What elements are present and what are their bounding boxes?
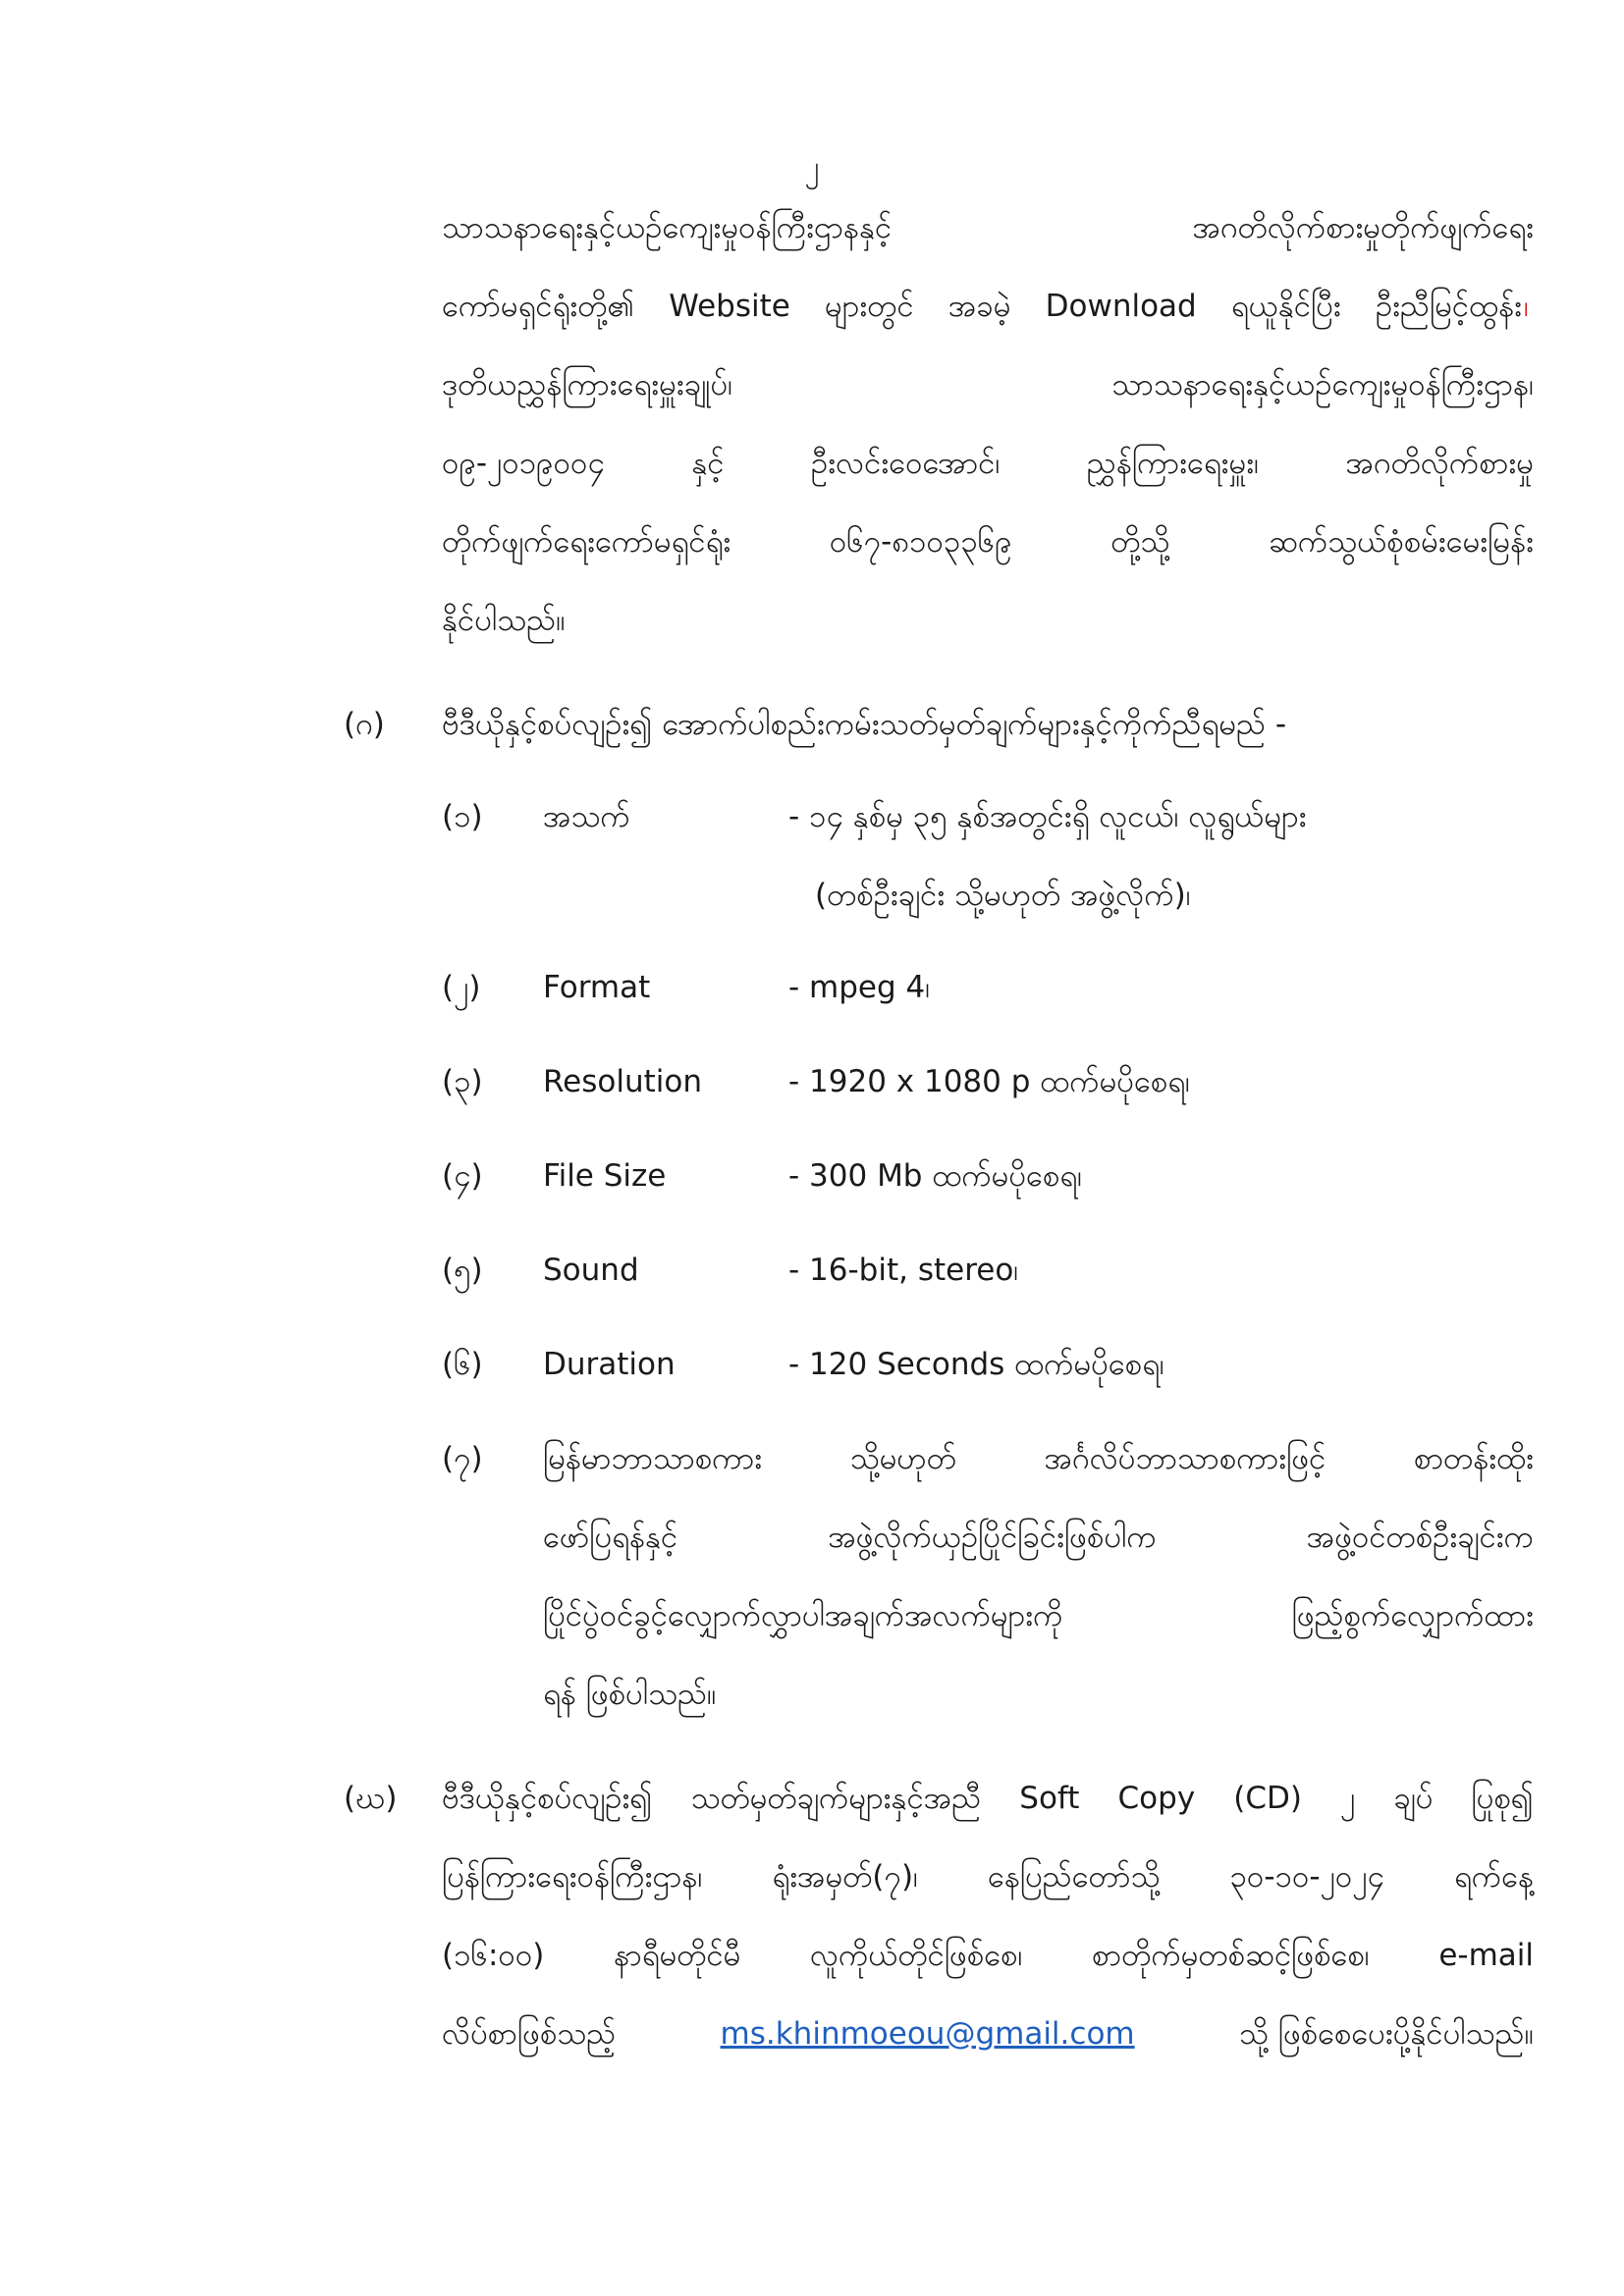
intro-line: သာသနာရေးနှင့်ယဉ်ကျေးမှုဝန်ကြီးဌာနနှင့် အဂတိလိုက်စားမှုတိုက်ဖျက်ရေး bbox=[442, 210, 1534, 245]
intro-line: ဒုတိယညွှန်ကြားရေးမှူးချုပ်၊ သာသနာရေးနှင့်ယဉ်ကျေးမှုဝန်ကြီးဌာန၊ bbox=[442, 367, 1534, 402]
item-text-line: ရန် ဖြစ်ပါသည်။ bbox=[543, 1677, 717, 1712]
email-link[interactable]: ms.khinmoeou@gmail.com bbox=[720, 2016, 1135, 2052]
item-label: Sound bbox=[543, 1253, 639, 1288]
section-marker: (ဂ) bbox=[344, 707, 385, 742]
item-label: အသက် bbox=[543, 799, 630, 834]
item-value: - mpeg 4၊ bbox=[788, 970, 931, 1005]
item-value: - 1920 x 1080 p ထက်မပိုစေရ၊ bbox=[788, 1064, 1190, 1099]
item-number: (၃) bbox=[442, 1064, 483, 1099]
item-value: - 120 Seconds ထက်မပိုစေရ၊ bbox=[788, 1347, 1164, 1382]
item-value: - ၁၄ နှစ်မှ ၃၅ နှစ်အတွင်းရှိ လူငယ်၊ လူရွယ်များ bbox=[788, 799, 1307, 834]
section-last-line bbox=[442, 2014, 1534, 2054]
item-label: File Size bbox=[543, 1158, 667, 1194]
intro-line: ကော်မရှင်ရုံးတို့၏ Website များတွင် အခမဲ့ Download ရယူနိုင်ပြီး ဦးညီမြင့်ထွန်း bbox=[442, 289, 1522, 324]
item-number: (၂) bbox=[442, 970, 481, 1005]
intro-line: တိုက်ဖျက်ရေးကော်မရှင်ရုံး ၀၆၇-၈၁၀၃၃၆၉ တို့သို့ ဆက်သွယ်စုံစမ်းမေးမြန်း bbox=[442, 524, 1534, 560]
section-heading: ဗီဒီယိုနှင့်စပ်လျဉ်း၍ အောက်ပါစည်းကမ်းသတ်မှတ်ချက်များနှင့်ကိုက်ညီရမည် - bbox=[442, 707, 1287, 742]
last-line-prefix: လိပ်စာဖြစ်သည့် bbox=[442, 2016, 617, 2052]
item-label: Resolution bbox=[543, 1064, 702, 1099]
section-text-line: ဗီဒီယိုနှင့်စပ်လျဉ်း၍ သတ်မှတ်ချက်များနှင့်အညီ Soft Copy (CD) ၂ ချပ် ပြုစု၍ bbox=[442, 1781, 1534, 1816]
item-value: - 16-bit, stereo၊ bbox=[788, 1253, 1019, 1288]
item-number: (၆) bbox=[442, 1347, 483, 1382]
item-text-line: မြန်မာဘာသာစကား သို့မဟုတ် အင်္ဂလိပ်ဘာသာစကားဖြင့် စာတန်းထိုး bbox=[543, 1441, 1534, 1476]
intro-line: ၀၉-၂၀၁၉၀၀၄ နှင့် ဦးလင်းဝေအောင်၊ ညွှန်ကြားရေးမှူး၊ အဂတိလိုက်စားမှု bbox=[442, 446, 1534, 481]
item-text-line: ဖော်ပြရန်နှင့် အဖွဲ့လိုက်ယှဉ်ပြိုင်ခြင်းဖြစ်ပါက အဖွဲ့ဝင်တစ်ဦးချင်းက bbox=[543, 1520, 1534, 1555]
item-text-line: ပြိုင်ပွဲဝင်ခွင့်လျှောက်လွှာပါအချက်အလက်များကို ဖြည့်စွက်လျှောက်ထား bbox=[543, 1598, 1534, 1633]
red-punctuation-mark: ၊ bbox=[1524, 289, 1529, 324]
item-number: (၇) bbox=[442, 1441, 483, 1476]
item-number: (၅) bbox=[442, 1253, 483, 1288]
item-value-continued: (တစ်ဦးချင်း သို့မဟုတ် အဖွဲ့လိုက်)၊ bbox=[815, 878, 1191, 913]
intro-line: နိုင်ပါသည်။ bbox=[442, 603, 566, 638]
item-number: (၄) bbox=[442, 1158, 483, 1194]
last-line-suffix: သို့ ဖြစ်စေပေးပို့နိုင်ပါသည်။ bbox=[1238, 2016, 1534, 2052]
section-text-line: ပြန်ကြားရေးဝန်ကြီးဌာန၊ ရုံးအမှတ်(၇)၊ နေပြည်တော်သို့ ၃၀-၁၀-၂၀၂၄ ရက်နေ့ bbox=[442, 1859, 1534, 1895]
item-label: Format bbox=[543, 970, 651, 1005]
section-text-line: (၁၆:၀၀) နာရီမတိုင်မီ လူကိုယ်တိုင်ဖြစ်စေ၊ စာတိုက်မှတစ်ဆင့်ဖြစ်စေ၊ e-mail bbox=[442, 1938, 1534, 1973]
item-value: - 300 Mb ထက်မပိုစေရ၊ bbox=[788, 1158, 1083, 1194]
item-number: (၁) bbox=[442, 799, 483, 834]
item-label: Duration bbox=[543, 1347, 676, 1382]
page-number: ၂ bbox=[804, 150, 820, 185]
section-marker: (ဃ) bbox=[344, 1781, 398, 1816]
